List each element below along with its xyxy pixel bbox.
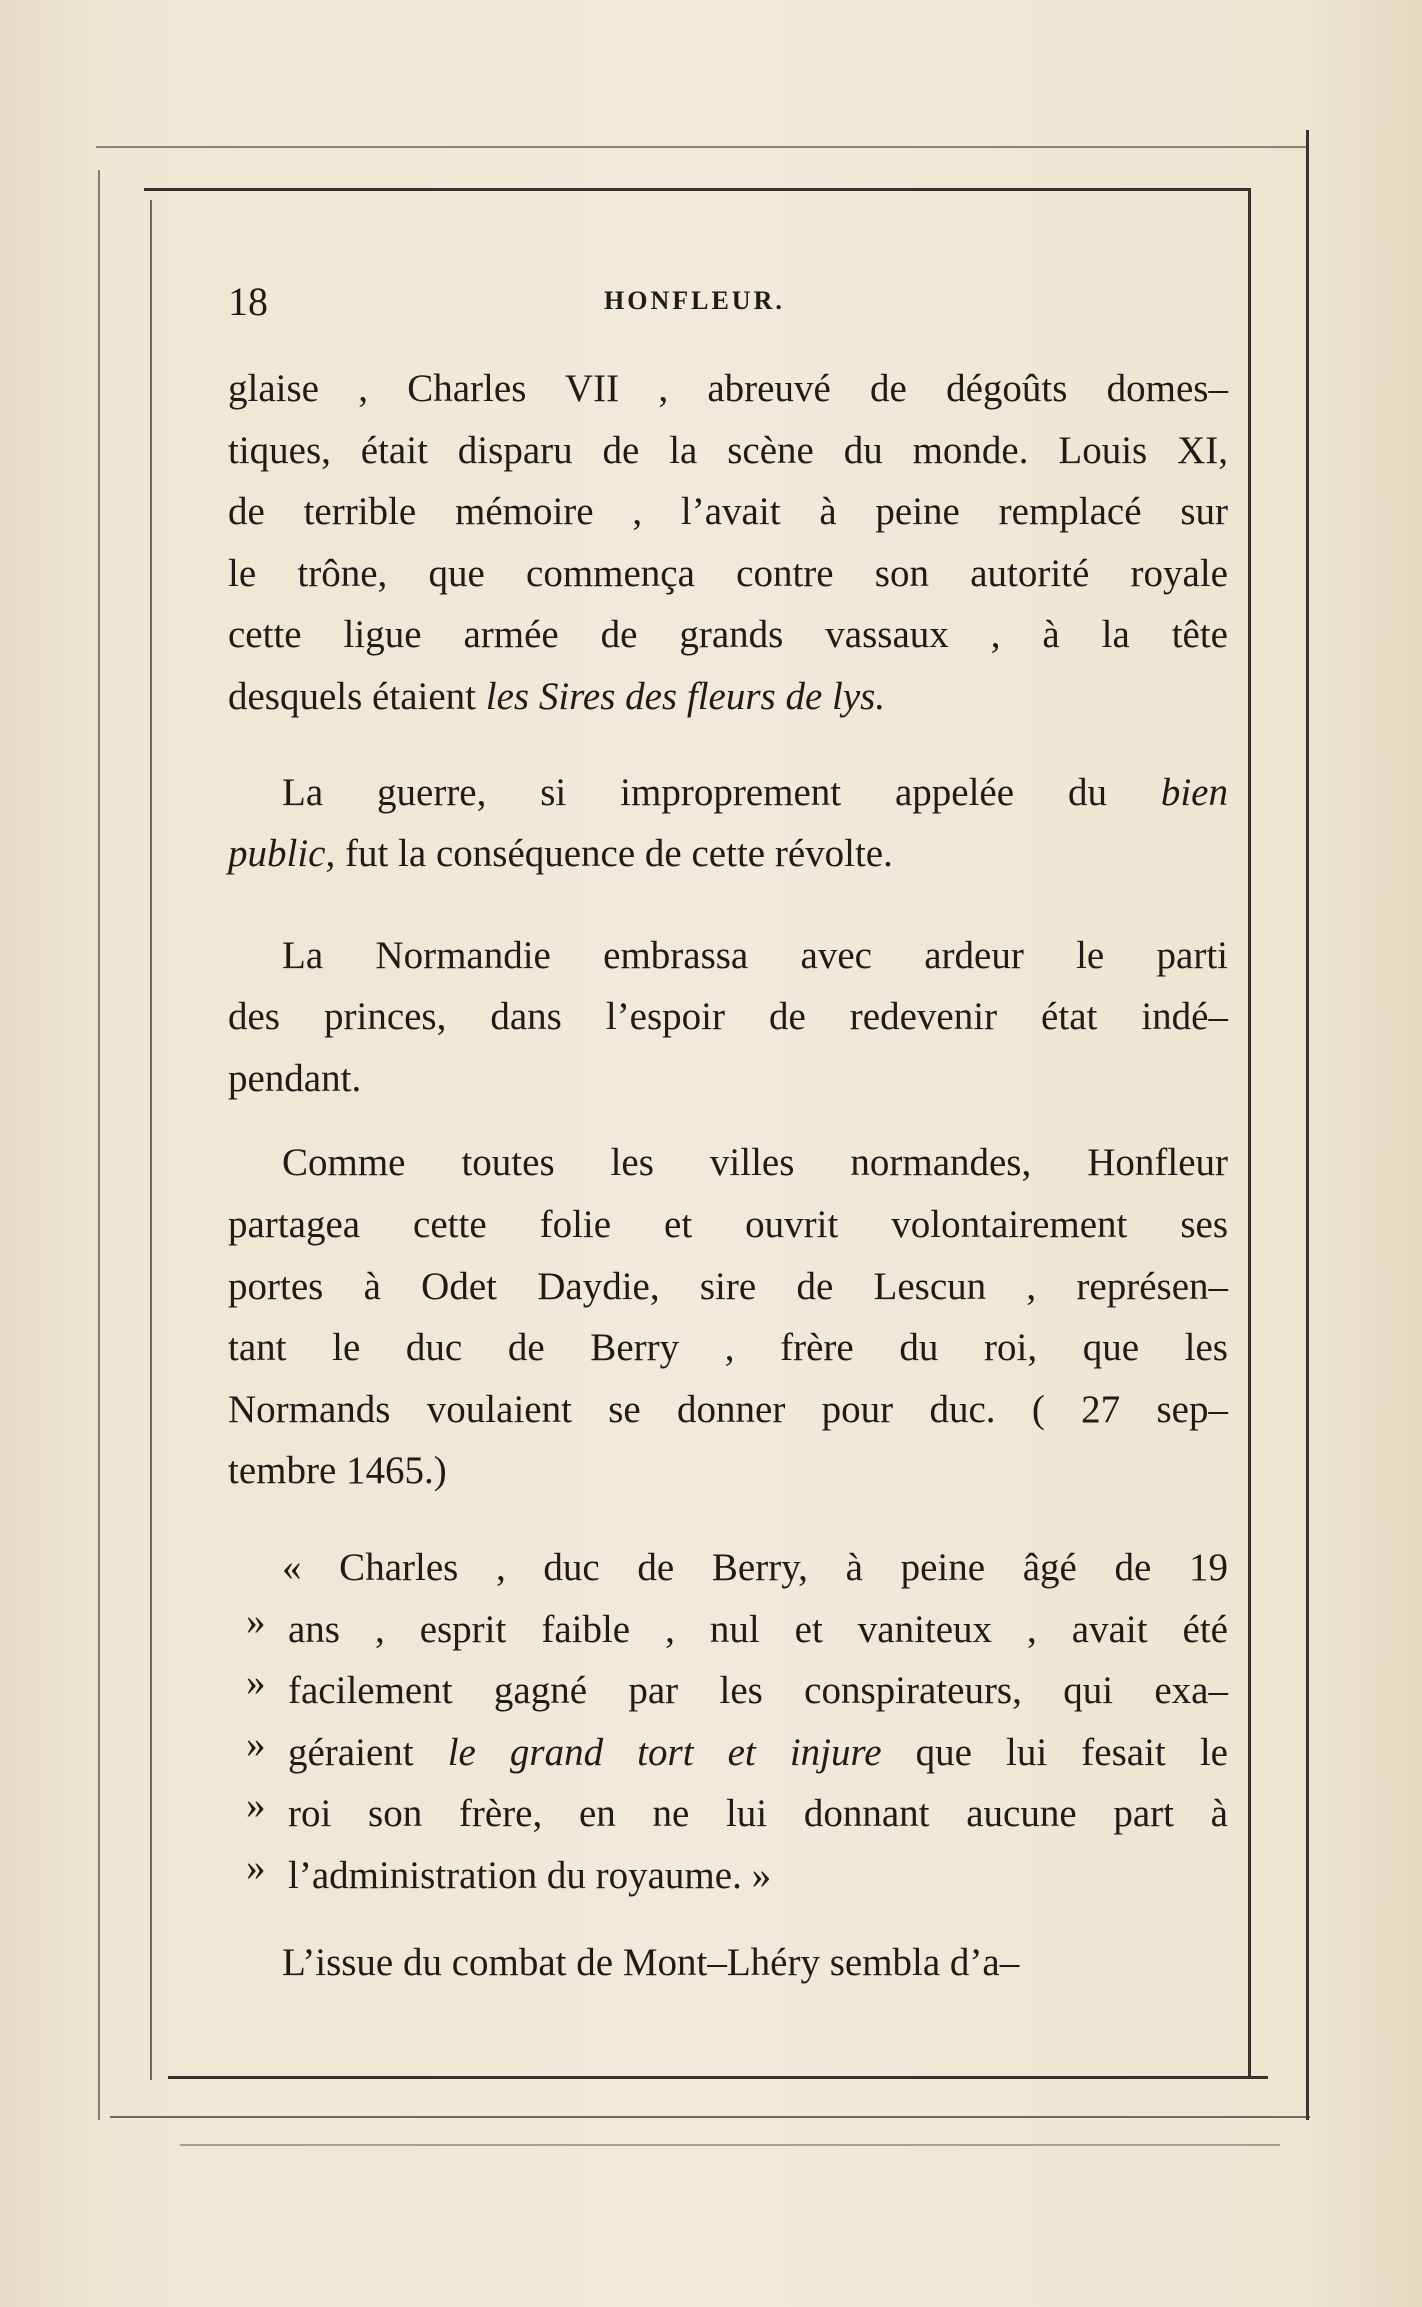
text-line: cette ligue armée de grands vassaux , à la tête — [228, 613, 1228, 656]
quote-mark: » — [246, 1784, 266, 1827]
text-line: La Normandie embrassa avec ardeur le parti — [282, 934, 1228, 977]
text-span: desquels étaient — [228, 675, 486, 718]
quote-line: facilement gagné par les conspirateurs, qui exa– — [288, 1669, 1228, 1712]
italic-text: bien — [1160, 771, 1228, 814]
page-number: 18 — [228, 279, 268, 324]
text-line: tembre 1465.) — [228, 1449, 447, 1492]
quote-mark: » — [246, 1661, 266, 1704]
italic-text: le grand tort et injure — [447, 1731, 882, 1774]
top-rule — [96, 146, 1306, 148]
text-span: fut la conséquence de cette révolte. — [335, 832, 893, 875]
text-line: tiques, était disparu de la scène du monde. Louis XI, — [228, 429, 1228, 472]
quote-line: ans , esprit faible , nul et vaniteux , avait été — [288, 1608, 1228, 1651]
frame-top — [144, 188, 1250, 191]
text-line: glaise , Charles VII , abreuvé de dégoûts domes– — [228, 367, 1228, 410]
text-line: portes à Odet Daydie, sire de Lescun , représen– — [228, 1265, 1228, 1308]
quote-line: « Charles , duc de Berry, à peine âgé de 19 — [282, 1546, 1228, 1589]
text-line: L’issue du combat de Mont–Lhéry sembla d’a– — [282, 1941, 1020, 1984]
text-line: tant le duc de Berry , frère du roi, que les — [228, 1326, 1228, 1369]
frame-bottom — [168, 2076, 1268, 2079]
italic-text: les Sires des fleurs de lys. — [485, 675, 886, 718]
quote-mark: » — [246, 1600, 266, 1643]
quote-line: l’administration du royaume. » — [288, 1854, 772, 1897]
page-header — [228, 278, 1248, 328]
text-line: de terrible mémoire , l’avait à peine remplacé sur — [228, 490, 1228, 533]
text-line — [228, 666, 1228, 728]
text-span: que lui fesait le — [881, 1731, 1228, 1774]
text-line — [228, 823, 1228, 885]
text-span: géraient — [288, 1731, 448, 1774]
text-span: La guerre, si improprement appelée du — [282, 771, 1161, 814]
quote-line: roi son frère, en ne lui donnant aucune part à — [288, 1792, 1228, 1835]
text-line: Comme toutes les villes normandes, Honfleur — [282, 1141, 1228, 1184]
text-line: le trône, que commença contre son autorité royale — [228, 552, 1228, 595]
outer-right-rule — [1306, 130, 1309, 2120]
quote-mark: » — [246, 1846, 266, 1889]
text-line — [228, 762, 1228, 824]
quote-line — [288, 1722, 1228, 1784]
outer-left-rule — [98, 170, 100, 2120]
quote-mark: » — [246, 1723, 266, 1766]
outer-bottom-rule — [180, 2144, 1280, 2146]
bottom-rule — [110, 2116, 1310, 2118]
frame-right — [1248, 188, 1251, 2078]
text-line: pendant. — [228, 1057, 362, 1100]
running-head: HONFLEUR. — [604, 286, 785, 315]
frame-left — [150, 200, 152, 2080]
text-line: partagea cette folie et ouvrit volontairement ses — [228, 1203, 1228, 1246]
text-line: Normands voulaient se donner pour duc. ( 27 sep– — [228, 1388, 1228, 1431]
text-line: des princes, dans l’espoir de redevenir état indé– — [228, 995, 1228, 1038]
italic-text: public, — [228, 832, 336, 875]
